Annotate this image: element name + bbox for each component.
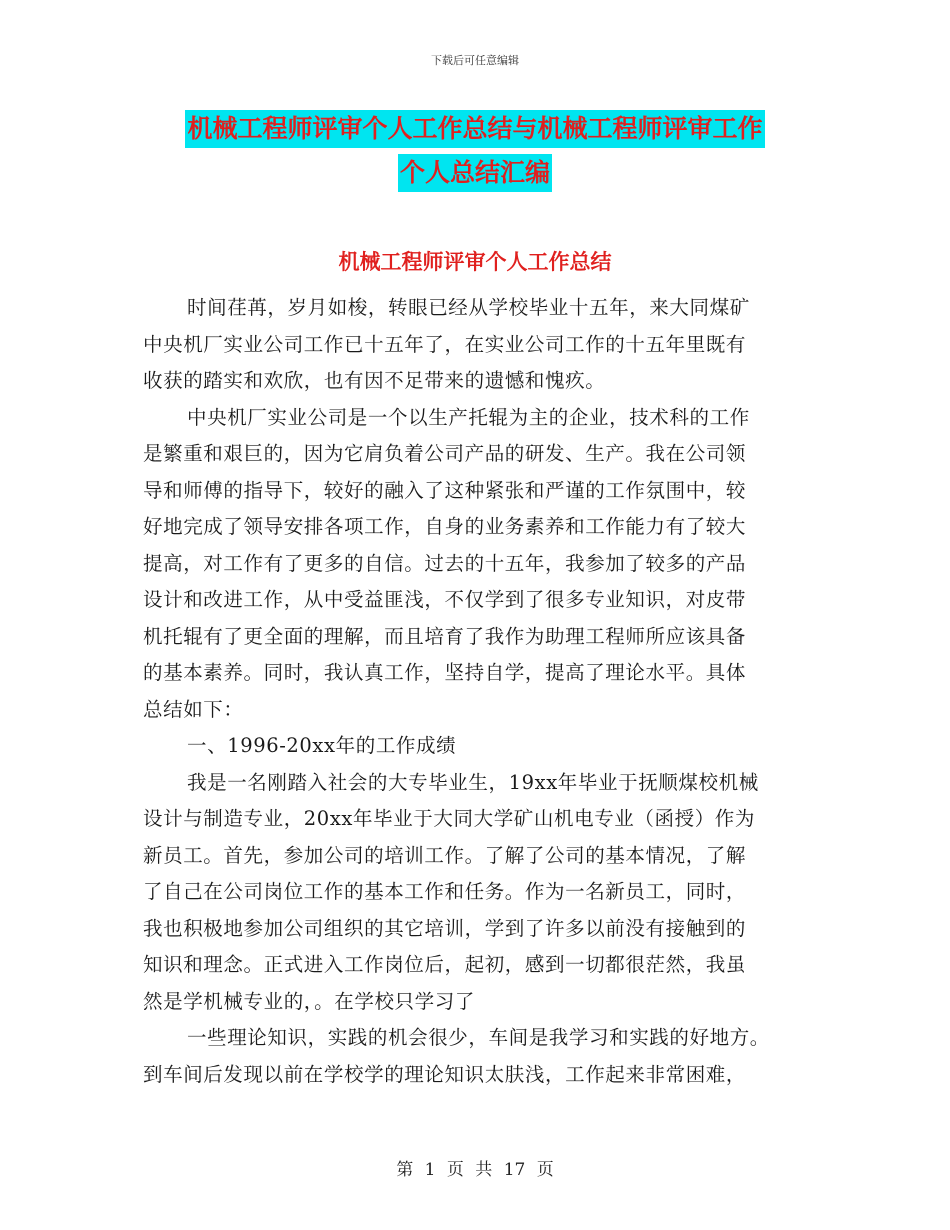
title-line-1: 机械工程师评审个人工作总结与机械工程师评审工作 xyxy=(185,110,764,148)
title-line-2: 个人总结汇编 xyxy=(398,154,552,192)
text-line: 一些理论知识，实践的机会很少，车间是我学习和实践的好地方。 xyxy=(187,1026,770,1049)
text-line: 设计与制造专业，20xx年毕业于大同大学矿山机电专业（函授）作为 xyxy=(143,807,756,830)
text-line: 我也积极地参加公司组织的其它培训，学到了许多以前没有接触到的 xyxy=(143,916,747,940)
text-line: 总结如下： xyxy=(143,697,244,721)
text-line: 好地完成了领导安排各项工作，自身的业务素养和工作能力有了较大 xyxy=(143,515,747,538)
text-line: 新员工。首先，参加公司的培训工作。了解了公司的基本情况，了解 xyxy=(143,843,747,867)
text-line: 到车间后发现以前在学校学的理论知识太肤浅，工作起来非常困难， xyxy=(143,1062,747,1086)
text-line: 了自己在公司岗位工作的基本工作和任务。作为一名新员工，同时， xyxy=(143,880,747,903)
text-line: 时间荏苒，岁月如梭，转眼已经从学校毕业十五年，来大同煤矿 xyxy=(187,296,750,319)
header-note: 下载后可任意编辑 xyxy=(431,54,519,67)
text-line: 的基本素养。同时，我认真工作，坚持自学，提高了理论水平。具体 xyxy=(143,661,747,684)
text-line: 中央机厂实业公司工作已十五年了，在实业公司工作的十五年里既有 xyxy=(143,332,747,356)
page-footer: 第 1 页 共 17 页 xyxy=(396,1160,554,1180)
text-line: 设计和改进工作，从中受益匪浅，不仅学到了很多专业知识，对皮带 xyxy=(143,588,747,611)
body-text xyxy=(143,290,823,1093)
text-line: 知识和理念。正式进入工作岗位后，起初，感到一切都很茫然，我虽 xyxy=(143,953,747,976)
document-title xyxy=(0,110,950,198)
text-line: 然是学机械专业的，。在学校只学习了 xyxy=(143,989,475,1013)
text-line: 一、1996-20xx年的工作成绩 xyxy=(187,734,457,757)
text-line: 是繁重和艰巨的，因为它肩负着公司产品的研发、生产。我在公司领 xyxy=(143,442,747,465)
text-line: 导和师傅的指导下，较好的融入了这种紧张和严谨的工作氛围中，较 xyxy=(143,478,747,502)
text-line: 机托辊有了更全面的理解，而且培育了我作为助理工程师所应该具备 xyxy=(143,624,747,648)
text-line: 收获的踏实和欢欣，也有因不足带来的遗憾和愧疚。 xyxy=(143,369,606,392)
section-title: 机械工程师评审个人工作总结 xyxy=(338,249,612,274)
text-line: 中央机厂实业公司是一个以生产托辊为主的企业，技术科的工作 xyxy=(187,405,750,429)
text-line: 提高，对工作有了更多的自信。过去的十五年，我参加了较多的产品 xyxy=(143,551,747,575)
text-line: 我是一名刚踏入社会的大专毕业生，19xx年毕业于抚顺煤校机械 xyxy=(187,770,759,794)
